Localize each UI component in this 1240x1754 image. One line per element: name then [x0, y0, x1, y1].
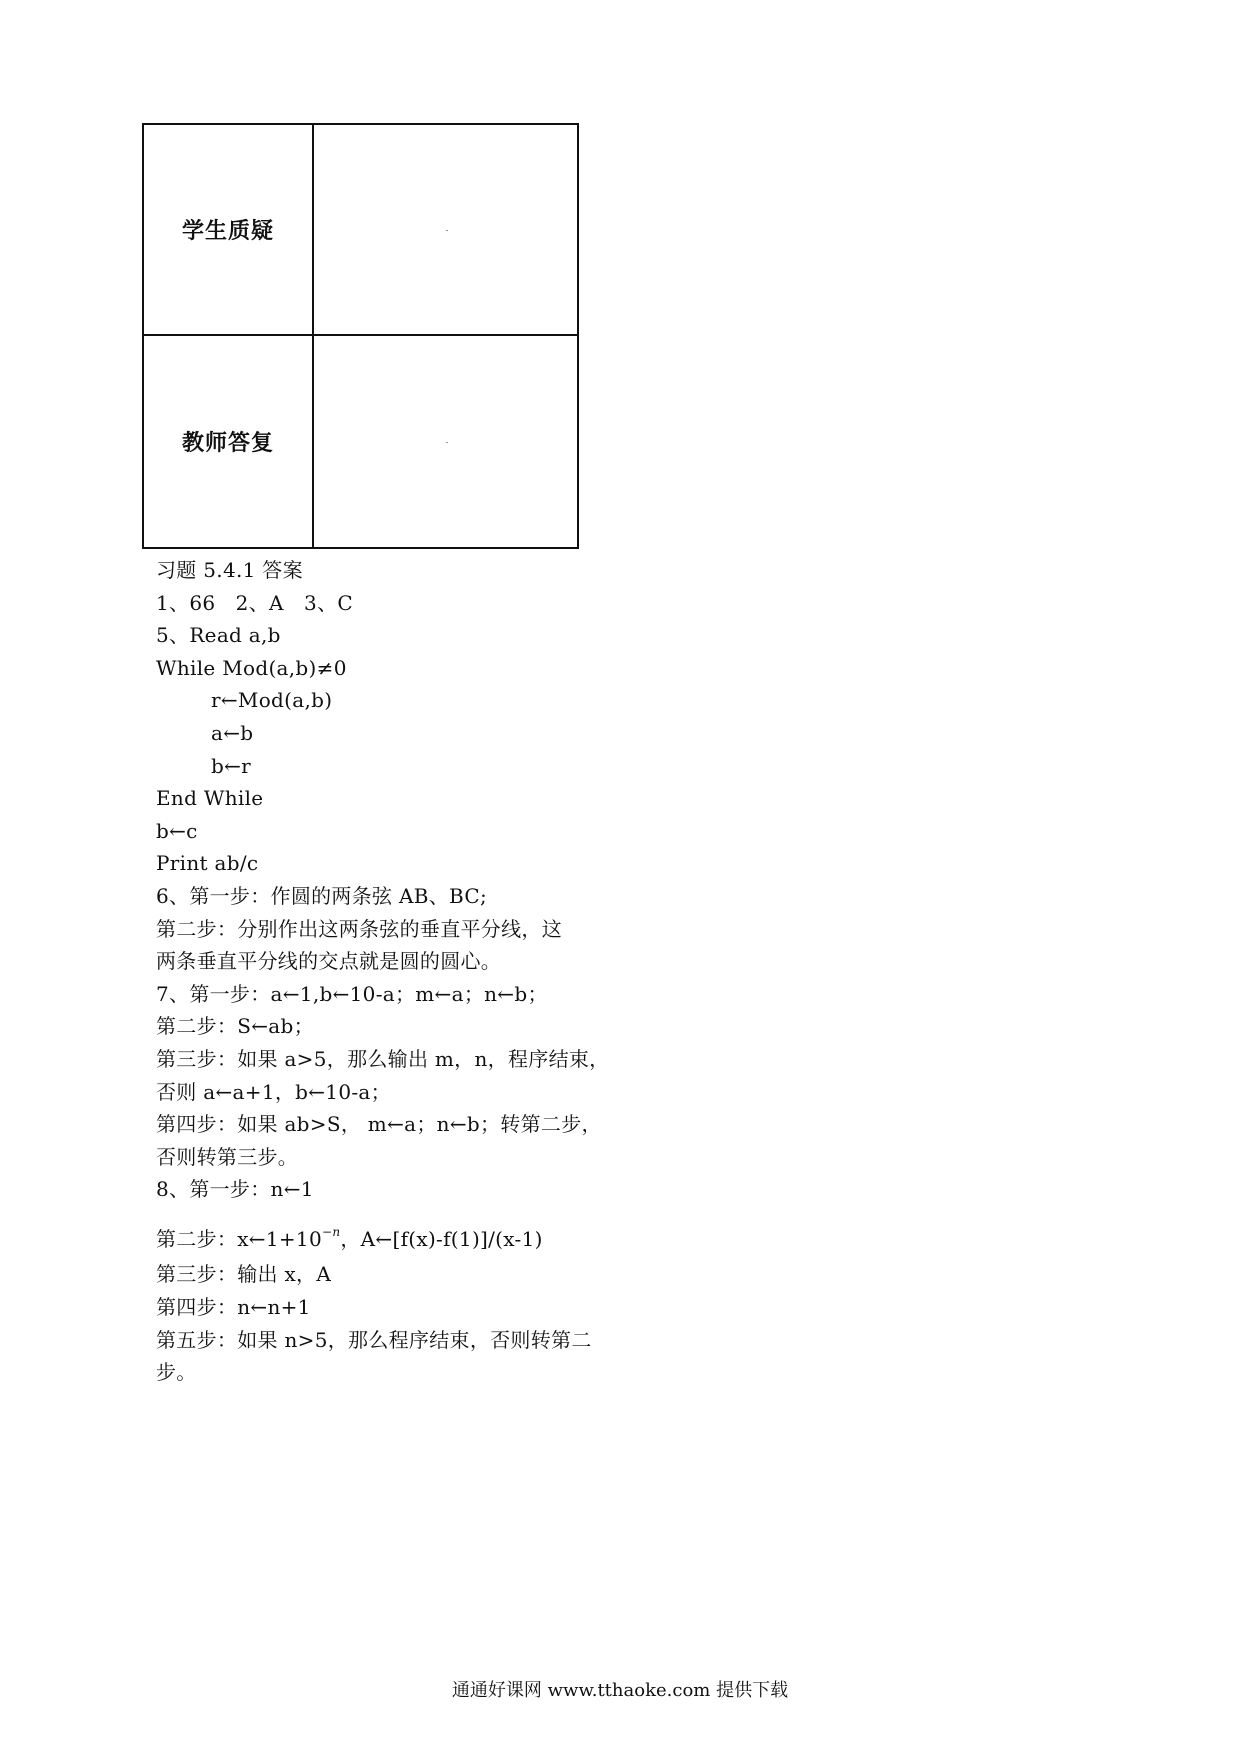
q8-step2-pre: 第二步：x←1+10 — [156, 1226, 322, 1251]
answer-q8-step5b: 步。 — [156, 1360, 197, 1385]
teacher-reply-row — [144, 336, 577, 547]
answer-q7-step2: 第二步：S←ab； — [156, 1014, 314, 1039]
answer-title: 习题 5.4.1 答案 — [156, 558, 303, 582]
code-while: While Mod(a,b)≠0 — [156, 655, 347, 680]
answer-q7-step3a: 第三步：如果 a>5，那么输出 m，n，程序结束， — [156, 1046, 610, 1071]
answer-q7-step4a: 第四步：如果 ab>S， m←a；n←b；转第二步， — [156, 1112, 602, 1137]
code-a-assign: a←b — [211, 720, 254, 745]
answer-q8-step3: 第三步：输出 x，A — [156, 1262, 332, 1287]
student-question-cell — [314, 125, 577, 334]
answer-q8-step4: 第四步：n←n+1 — [156, 1295, 311, 1320]
page-footer: 通通好课网 www.tthaoke.com 提供下载 — [451, 1680, 789, 1701]
code-end-while: End While — [156, 786, 264, 811]
code-r-assign: r←Mod(a,b) — [211, 688, 333, 713]
answer-q8-step5a: 第五步：如果 n>5，那么程序结束，否则转第二 — [156, 1327, 592, 1352]
answer-q6-step2b: 两条垂直平分线的交点就是圆的圆心。 — [156, 949, 502, 974]
answer-q8-step1: 8、第一步：n←1 — [156, 1177, 314, 1202]
q8-step2-post: ，A←[f(x)-f(1)]/(x-1) — [340, 1226, 543, 1251]
answer-q8-step2 — [156, 1216, 616, 1249]
student-question-label: 学生质疑 — [144, 125, 314, 334]
answer-q5: 5、Read a,b — [156, 623, 281, 648]
code-b-assign: b←r — [211, 753, 252, 778]
code-print: Print ab/c — [156, 851, 259, 876]
answer-q7-step1: 7、第一步：a←1,b←10-a；m←a；n←b； — [156, 981, 548, 1006]
answer-q6-step1: 6、第一步：作圆的两条弦 AB、BC; — [156, 883, 488, 908]
student-question-row — [144, 125, 577, 336]
answer-q6-step2a: 第二步：分别作出这两条弦的垂直平分线，这 — [156, 916, 562, 941]
answer-q7-step4b: 否则转第三步。 — [156, 1144, 299, 1169]
teacher-reply-label: 教师答复 — [144, 336, 314, 547]
answer-section — [156, 554, 616, 1389]
cell-dot — [446, 442, 448, 443]
cell-dot — [446, 230, 448, 231]
code-b-c: b←c — [156, 818, 198, 843]
teacher-reply-cell — [314, 336, 577, 547]
answer-q1-3: 1、66 2、A 3、C — [156, 590, 353, 615]
answer-q7-step3b: 否则 a←a+1，b←10-a； — [156, 1079, 391, 1104]
question-answer-table — [142, 123, 579, 549]
q8-step2-exponent: −n — [321, 1224, 341, 1239]
